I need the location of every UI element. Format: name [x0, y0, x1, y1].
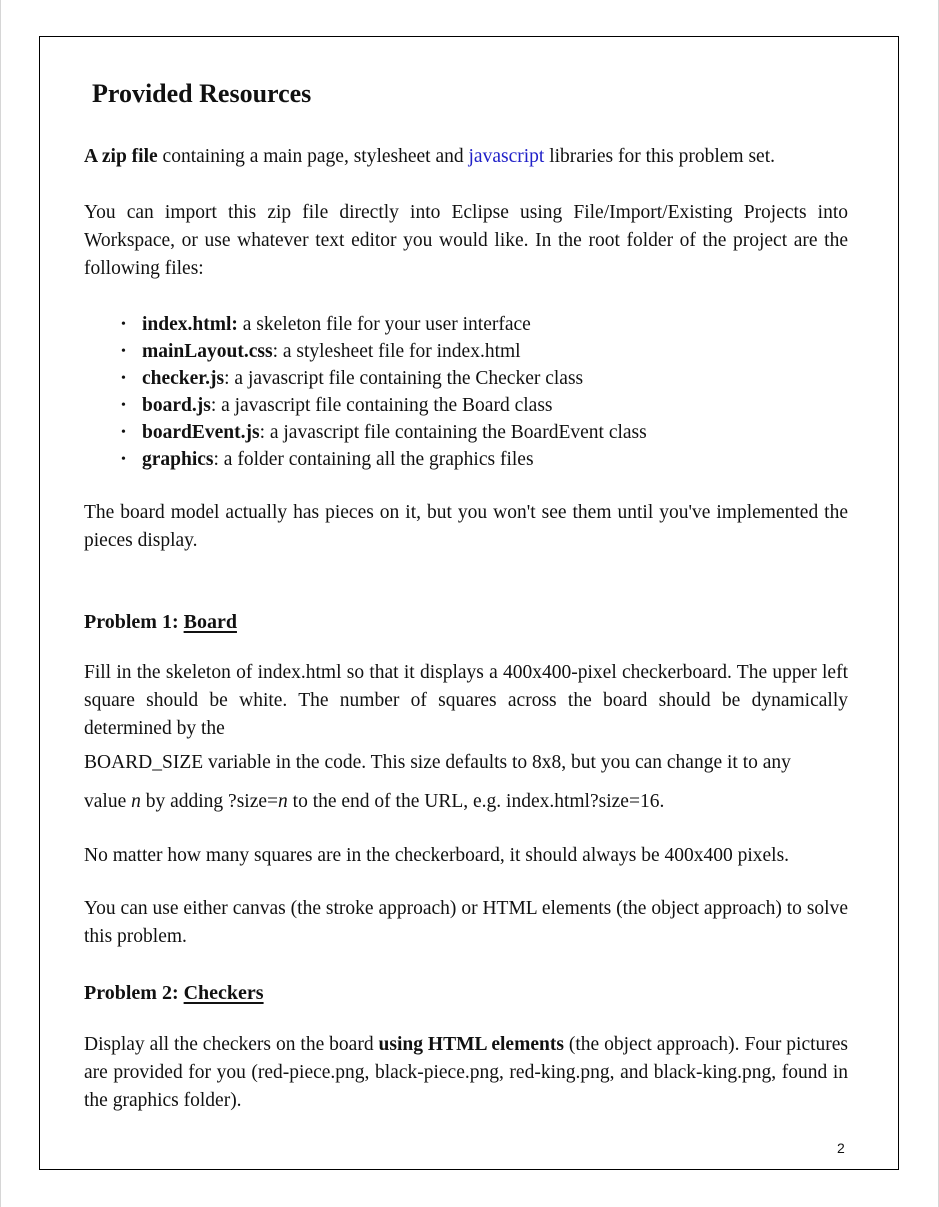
problem2-name: Checkers: [183, 982, 264, 1004]
bullet-icon: •: [121, 425, 126, 440]
bullet-icon: •: [121, 317, 126, 332]
bullet-icon: •: [121, 344, 126, 359]
problem1-paragraph-5: You can use either canvas (the stroke approach) or HTML elements (the object approach) to solve this problem.: [84, 898, 848, 947]
problem1-paragraph-3: [84, 788, 848, 816]
problem1-paragraph-4: No matter how many squares are in the checkerboard, it should always be 400x400 pixels.: [84, 845, 790, 866]
bullet-icon: •: [121, 452, 126, 467]
p3-text-b: by adding ?size=: [140, 791, 279, 812]
p3-var-n: n: [278, 791, 288, 812]
problem1-heading: [84, 608, 848, 636]
file-name: graphics: [142, 449, 214, 470]
list-item: [84, 365, 848, 392]
file-desc: : a stylesheet file for index.html: [272, 341, 521, 362]
file-name: index.html:: [142, 314, 238, 335]
list-item: [84, 392, 848, 419]
problem1-paragraph-2: BOARD_SIZE variable in the code. This size defaults to 8x8, but you can change it to any: [84, 752, 791, 773]
import-paragraph: You can import this zip file directly into Eclipse using File/Import/Existing Projects into Workspace, or use whatever text editor you would like. In the root folder of the project are the following files:: [84, 202, 848, 279]
p2-text-a: Display all the checkers on the board: [84, 1034, 379, 1055]
intro-paragraph: [84, 143, 848, 171]
bullet-icon: •: [121, 371, 126, 386]
file-desc: a skeleton file for your user interface: [237, 314, 531, 335]
file-desc: : a folder containing all the graphics files: [213, 449, 534, 470]
zip-file-label: A zip file: [84, 146, 158, 167]
p2-bold: using HTML elements: [378, 1034, 564, 1055]
page-title: Provided Resources: [92, 79, 312, 108]
file-desc: : a javascript file containing the BoardEvent class: [259, 422, 647, 443]
problem2-label: Problem 2:: [84, 982, 184, 1004]
file-desc: : a javascript file containing the Checker class: [224, 368, 584, 389]
problem1-name: Board: [183, 611, 237, 633]
p3-var-n: n: [131, 791, 141, 812]
file-list: [84, 311, 848, 473]
file-name: boardEvent.js: [142, 422, 260, 443]
file-name: checker.js: [142, 368, 225, 389]
problem1-paragraph-1: Fill in the skeleton of index.html so that it displays a 400x400-pixel checkerboard. The upper left square should be white. The number of squares across the board should be dynamically determined by the: [84, 662, 848, 739]
page-edge-left: [0, 0, 1, 1207]
file-desc: : a javascript file containing the Board class: [210, 395, 553, 416]
javascript-link[interactable]: javascript: [468, 146, 545, 167]
intro-text-2: libraries for this problem set.: [544, 146, 776, 167]
list-item: [84, 338, 848, 365]
list-item: [84, 311, 848, 338]
problem2-paragraph: [84, 1031, 848, 1115]
p3-text-c: to the end of the URL, e.g. index.html?size=16.: [287, 791, 665, 812]
problem1-label: Problem 1:: [84, 611, 184, 633]
p2-text-b: (the object approach). Four pictures are provided for you (red-piece.png, black-piece.png, red-king.png, and black-king.png, found in the graphics folder).: [84, 1034, 848, 1111]
file-name: board.js: [142, 395, 211, 416]
list-item: [84, 446, 848, 473]
board-model-paragraph: The board model actually has pieces on it, but you won't see them until you've implemented the pieces display.: [84, 502, 848, 551]
page-number: 2: [837, 1140, 845, 1156]
file-name: mainLayout.css: [142, 341, 273, 362]
list-item: [84, 419, 848, 446]
problem2-heading: [84, 979, 848, 1007]
p3-text-a: value: [84, 791, 132, 812]
bullet-icon: •: [121, 398, 126, 413]
intro-text-1: containing a main page, stylesheet and: [157, 146, 469, 167]
